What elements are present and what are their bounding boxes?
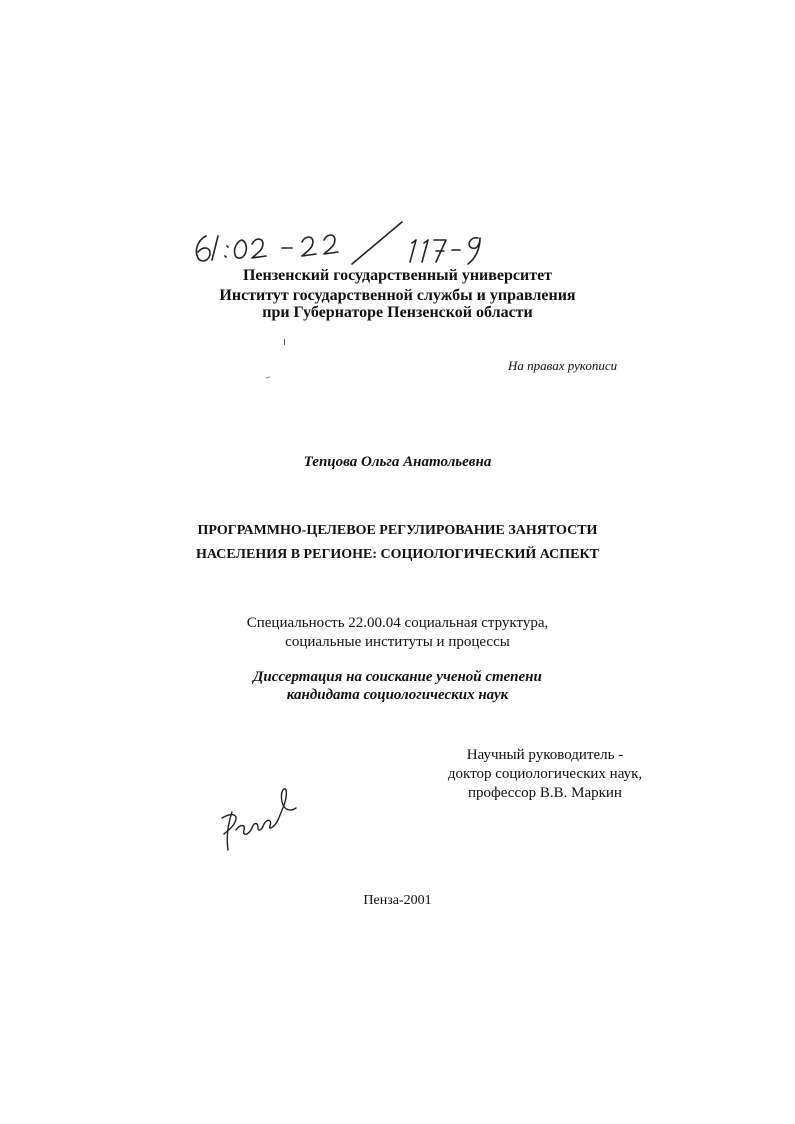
handwritten-signature xyxy=(218,784,300,856)
scan-mark xyxy=(284,339,285,345)
supervisor-label: Научный руководитель - xyxy=(466,747,624,763)
author-name: Тепцова Ольга Анатольевна xyxy=(303,454,492,470)
degree-line-1: Диссертация на соискание ученой степени xyxy=(253,669,542,685)
supervisor-name: профессор В.В. Маркин xyxy=(468,785,622,801)
manuscript-rights-note: На правах рукописи xyxy=(508,358,618,373)
degree-line-2: кандидата социологических наук xyxy=(286,687,509,703)
handwritten-archive-code xyxy=(190,218,490,270)
city-year: Пенза-2001 xyxy=(363,893,432,908)
institute-affiliation: при Губернаторе Пензенской области xyxy=(262,304,533,321)
dissertation-title-line-2: НАСЕЛЕНИЯ В РЕГИОНЕ: СОЦИОЛОГИЧЕСКИЙ АСПЕКТ xyxy=(195,547,599,562)
supervisor-block xyxy=(380,746,710,803)
supervisor-degree: доктор социологических наук, xyxy=(447,766,643,782)
specialty-line-2: социальные институты и процессы xyxy=(285,634,510,650)
institute-name: Институт государственной службы и управления xyxy=(219,287,576,304)
dissertation-title-line-1: ПРОГРАММНО-ЦЕЛЕВОЕ РЕГУЛИРОВАНИЕ ЗАНЯТОСТИ xyxy=(197,523,598,538)
specialty-line-1: Специальность 22.00.04 социальная структура, xyxy=(246,615,549,631)
scan-mark xyxy=(266,376,270,378)
university-name: Пензенский государственный университет xyxy=(242,267,553,284)
